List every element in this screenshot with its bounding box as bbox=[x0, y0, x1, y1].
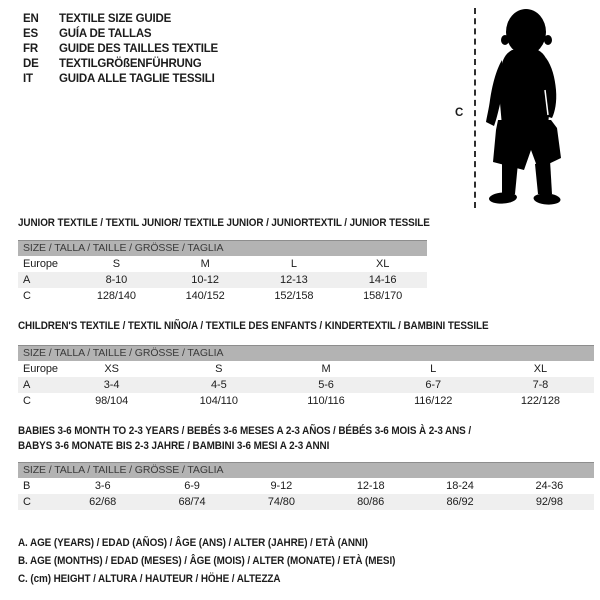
language-code: FR bbox=[23, 42, 38, 55]
table-row bbox=[18, 272, 427, 288]
table-cell: M bbox=[200, 258, 210, 270]
row-label: C bbox=[23, 496, 31, 508]
table-cell: 86/92 bbox=[446, 496, 474, 508]
language-row bbox=[23, 27, 218, 42]
table-cell: 68/74 bbox=[178, 496, 206, 508]
table-cell: 14-16 bbox=[368, 274, 397, 286]
table-row bbox=[18, 494, 594, 510]
table-cell: 3-6 bbox=[94, 480, 111, 492]
table-cell: S bbox=[215, 363, 223, 375]
table-cell: 158/170 bbox=[363, 290, 403, 302]
table-cell: 3-4 bbox=[103, 379, 120, 391]
language-row bbox=[23, 56, 218, 71]
table-row bbox=[18, 478, 594, 494]
language-code: EN bbox=[23, 13, 39, 26]
footnote-line: B. AGE (MONTHS) / EDAD (MESES) / ÂGE (MOIS) / ALTER (MONATE) / ETÀ (MESI) bbox=[18, 555, 396, 567]
height-measure-label: C bbox=[455, 107, 464, 119]
table-row bbox=[18, 288, 427, 304]
table-cell: XL bbox=[375, 258, 390, 270]
table-cell: 6-9 bbox=[184, 480, 200, 492]
table-cell: 116/122 bbox=[414, 395, 453, 407]
row-label: Europe bbox=[23, 258, 58, 270]
footnote-list bbox=[18, 534, 437, 588]
table-cell: 9-12 bbox=[270, 480, 293, 492]
babies-size-table bbox=[18, 462, 594, 510]
section-title-babies bbox=[18, 424, 521, 454]
row-label: B bbox=[23, 480, 31, 492]
section-title-line: BABYS 3-6 MONATE BIS 2-3 JAHRE / BAMBINI 3-6 MESI A 2-3 ANNI bbox=[18, 440, 330, 452]
table-row bbox=[18, 377, 594, 393]
table-row bbox=[18, 361, 594, 377]
table-cell: 98/104 bbox=[95, 395, 129, 407]
table-cell: 128/140 bbox=[96, 290, 136, 302]
section-title-line: CHILDREN'S TEXTILE / TEXTIL NIÑO/A / TEXTILE DES ENFANTS / KINDERTEXTIL / BAMBINI TESSILE bbox=[18, 320, 489, 332]
table-cell: 140/152 bbox=[185, 290, 225, 302]
table-cell: 110/116 bbox=[307, 395, 345, 407]
table-row bbox=[18, 256, 427, 272]
language-title: TEXTILGRÖßENFÜHRUNG bbox=[59, 57, 202, 70]
table-cell: 62/68 bbox=[89, 496, 117, 508]
table-cell: 12-13 bbox=[280, 274, 308, 286]
table-cell: 122/128 bbox=[520, 395, 560, 407]
table-cell: M bbox=[321, 363, 331, 375]
language-list bbox=[23, 12, 218, 86]
table-cell: 104/110 bbox=[199, 395, 238, 407]
section-title-junior bbox=[18, 216, 476, 231]
table-cell: 7-8 bbox=[532, 379, 549, 391]
row-label: A bbox=[23, 274, 31, 286]
row-label: Europe bbox=[23, 363, 58, 375]
row-label: C bbox=[23, 395, 31, 407]
language-code: ES bbox=[23, 28, 38, 41]
table-cell: XS bbox=[104, 363, 119, 375]
language-row bbox=[23, 12, 218, 27]
height-dashed-line bbox=[474, 8, 476, 208]
footnote-line: C. (cm) HEIGHT / ALTURA / HAUTEUR / HÖHE / ALTEZZA bbox=[18, 573, 281, 585]
table-cell: L bbox=[290, 258, 297, 270]
section-title-line: BABIES 3-6 MONTH TO 2-3 YEARS / BEBÉS 3-6 MESES A 2-3 AÑOS / BÉBÉS 3-6 MOIS À 2-3 ANS / bbox=[18, 425, 471, 437]
row-label: C bbox=[23, 290, 31, 302]
table-cell: 18-24 bbox=[446, 480, 474, 492]
language-row bbox=[23, 71, 218, 86]
table-size-header: SIZE / TALLA / TAILLE / GRÖSSE / TAGLIA bbox=[18, 240, 427, 256]
junior-size-table bbox=[18, 240, 427, 304]
language-title: GUIDE DES TAILLES TEXTILE bbox=[59, 42, 218, 55]
row-label: A bbox=[23, 379, 31, 391]
table-cell: 24-36 bbox=[535, 480, 564, 492]
table-cell: L bbox=[430, 363, 437, 375]
section-title-children bbox=[18, 319, 541, 334]
table-cell: 80/86 bbox=[357, 496, 385, 508]
language-row bbox=[23, 42, 218, 57]
language-title: TEXTILE SIZE GUIDE bbox=[59, 13, 172, 26]
language-code: IT bbox=[23, 72, 33, 85]
table-cell: S bbox=[112, 258, 120, 270]
table-cell: XL bbox=[533, 363, 548, 375]
table-cell: 92/98 bbox=[535, 496, 563, 508]
table-cell: 152/158 bbox=[274, 290, 314, 302]
language-title: GUÍA DE TALLAS bbox=[59, 28, 152, 41]
language-code: DE bbox=[23, 57, 39, 70]
baby-silhouette-icon bbox=[481, 8, 567, 208]
table-size-header: SIZE / TALLA / TAILLE / GRÖSSE / TAGLIA bbox=[18, 345, 594, 361]
table-row bbox=[18, 393, 594, 409]
table-cell: 12-18 bbox=[356, 480, 385, 492]
table-cell: 5-6 bbox=[318, 379, 334, 391]
table-size-header: SIZE / TALLA / TAILLE / GRÖSSE / TAGLIA bbox=[18, 462, 594, 478]
section-title-line: JUNIOR TEXTILE / TEXTIL JUNIOR/ TEXTILE JUNIOR / JUNIORTEXTIL / JUNIOR TESSILE bbox=[18, 217, 430, 229]
table-cell: 6-7 bbox=[425, 379, 441, 391]
footnote-line: A. AGE (YEARS) / EDAD (AÑOS) / ÂGE (ANS) / ALTER (JAHRE) / ETÀ (ANNI) bbox=[18, 537, 368, 549]
table-cell: 8-10 bbox=[105, 274, 128, 286]
language-title: GUIDA ALLE TAGLIE TESSILI bbox=[59, 72, 215, 85]
table-cell: 4-5 bbox=[210, 379, 227, 391]
table-cell: 74/80 bbox=[267, 496, 295, 508]
table-cell: 10-12 bbox=[191, 274, 219, 286]
children-size-table bbox=[18, 345, 594, 409]
